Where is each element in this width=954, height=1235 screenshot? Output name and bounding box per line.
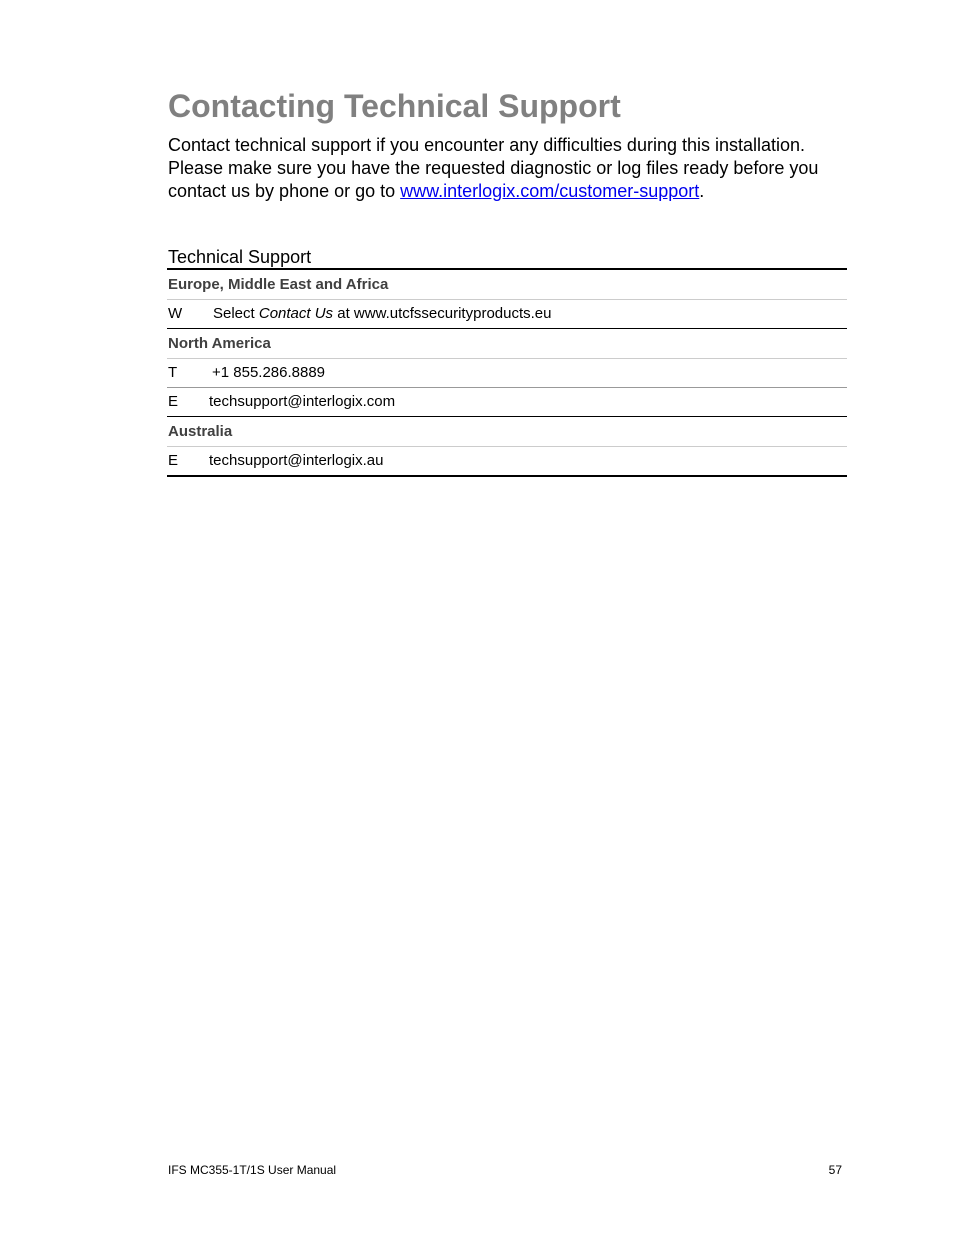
intro-text-end: . [699,181,705,201]
contact-row-na-phone [167,359,847,388]
region-header-australia: Australia [167,417,847,447]
intro-text: Contact technical support if you encounter any difficulties during this installation. Please make sure you have the requested diagnostic or log files ready before you contact us by phone or go to [168,135,819,201]
contact-value: techsupport@interlogix.au [209,452,384,469]
region-header-north-america: North America [167,329,847,359]
contact-row-emea-web [167,300,847,329]
contact-us-emphasis: Contact Us [258,305,334,322]
contact-key: T [168,364,178,381]
page-title: Contacting Technical Support [168,88,621,124]
technical-support-table [167,246,847,477]
contact-key: E [168,393,179,410]
contact-row-au-email [167,447,847,477]
contact-key: W [168,305,183,322]
contact-value: techsupport@interlogix.com [209,393,396,410]
contact-value: +1 855.286.8889 [212,364,326,381]
footer-manual-title: IFS MC355-1T/1S User Manual [168,1163,337,1177]
contact-value-suffix: at www.utcfssecurityproducts.eu [333,305,552,322]
contact-value-prefix: Select [213,305,259,322]
table-caption: Technical Support [167,246,847,270]
contact-row-na-email [167,388,847,417]
intro-paragraph [168,134,848,203]
contact-value [213,300,552,328]
region-header-emea: Europe, Middle East and Africa [167,270,847,300]
footer-page-number: 57 [828,1163,842,1177]
customer-support-link[interactable]: www.interlogix.com/customer-support [400,181,700,201]
contact-key: E [168,452,179,469]
